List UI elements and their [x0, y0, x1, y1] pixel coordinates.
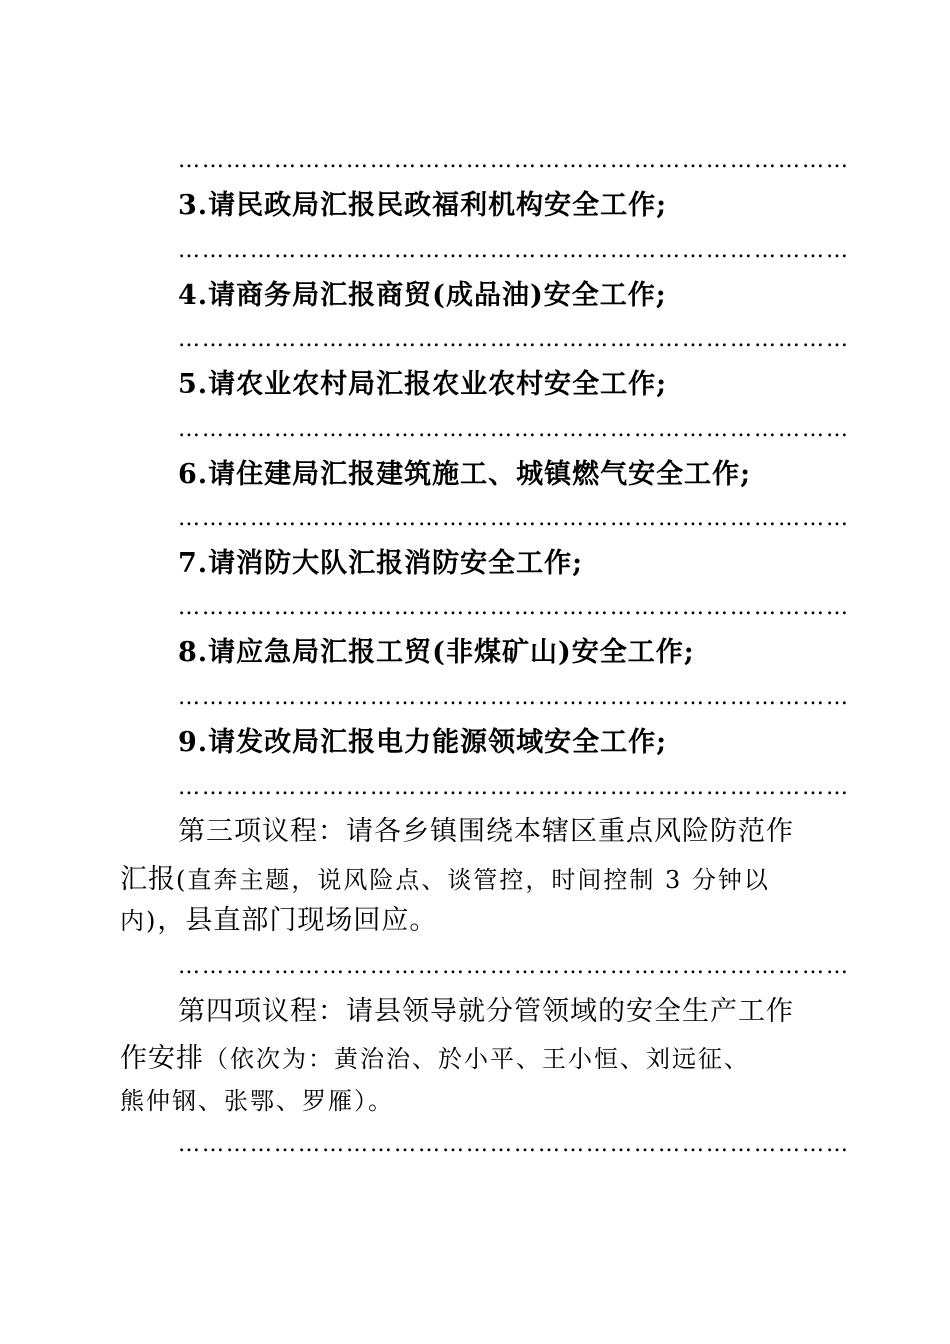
agenda-3-detail-end: 内) [120, 907, 158, 935]
agenda-3-tail: ，县直部门现场回应。 [157, 905, 438, 936]
agenda-item-5: 5.请农业农村局汇报农业农村安全工作; [178, 369, 668, 400]
ellipsis-line: ………………………………………………………………………… [178, 1132, 850, 1157]
agenda-item-6: 6.请住建局汇报建筑施工、城镇燃气安全工作; [178, 459, 752, 490]
agenda-item-9: 9.请发改局汇报电力能源领域安全工作; [178, 727, 668, 758]
ellipsis-line: ………………………………………………………………………… [178, 327, 850, 352]
agenda-3-label: 汇报 [120, 864, 176, 895]
ellipsis-line: ………………………………………………………………………… [178, 954, 850, 979]
ellipsis-line: ………………………………………………………………………… [178, 148, 850, 173]
agenda-3-line-3 [120, 907, 437, 934]
agenda-4-detail: （依次为：黄治治、於小平、王小恒、刘远征、 [204, 1045, 750, 1073]
ellipsis-line: ………………………………………………………………………… [178, 685, 850, 710]
ellipsis-line: ………………………………………………………………………… [178, 506, 850, 531]
agenda-4-label: 作安排 [120, 1043, 204, 1074]
agenda-item-4: 4.请商务局汇报商贸(成品油)安全工作; [178, 280, 667, 311]
agenda-4-line-1: 第四项议程：请县领导就分管领域的安全生产工作 [178, 996, 794, 1027]
agenda-3-line-2 [120, 866, 770, 893]
agenda-3-line-1: 第三项议程：请各乡镇围绕本辖区重点风险防范作 [178, 816, 794, 847]
agenda-4-detail-end: 熊仲钢、张鄂、罗雁）。 [120, 1087, 394, 1115]
agenda-4-line-2 [120, 1045, 750, 1072]
ellipsis-line: ………………………………………………………………………… [178, 417, 850, 442]
ellipsis-line: ………………………………………………………………………… [178, 595, 850, 620]
ellipsis-line: ………………………………………………………………………… [178, 775, 850, 800]
agenda-item-3: 3.请民政局汇报民政福利机构安全工作; [178, 190, 668, 221]
agenda-3-detail: (直奔主题，说风险点、谈管控，时间控制 3 分钟以 [176, 866, 770, 894]
agenda-4-line-3 [120, 1087, 394, 1114]
agenda-item-7: 7.请消防大队汇报消防安全工作; [178, 548, 584, 579]
agenda-item-8: 8.请应急局汇报工贸(非煤矿山)安全工作; [178, 637, 695, 668]
ellipsis-line: ………………………………………………………………………… [178, 238, 850, 263]
